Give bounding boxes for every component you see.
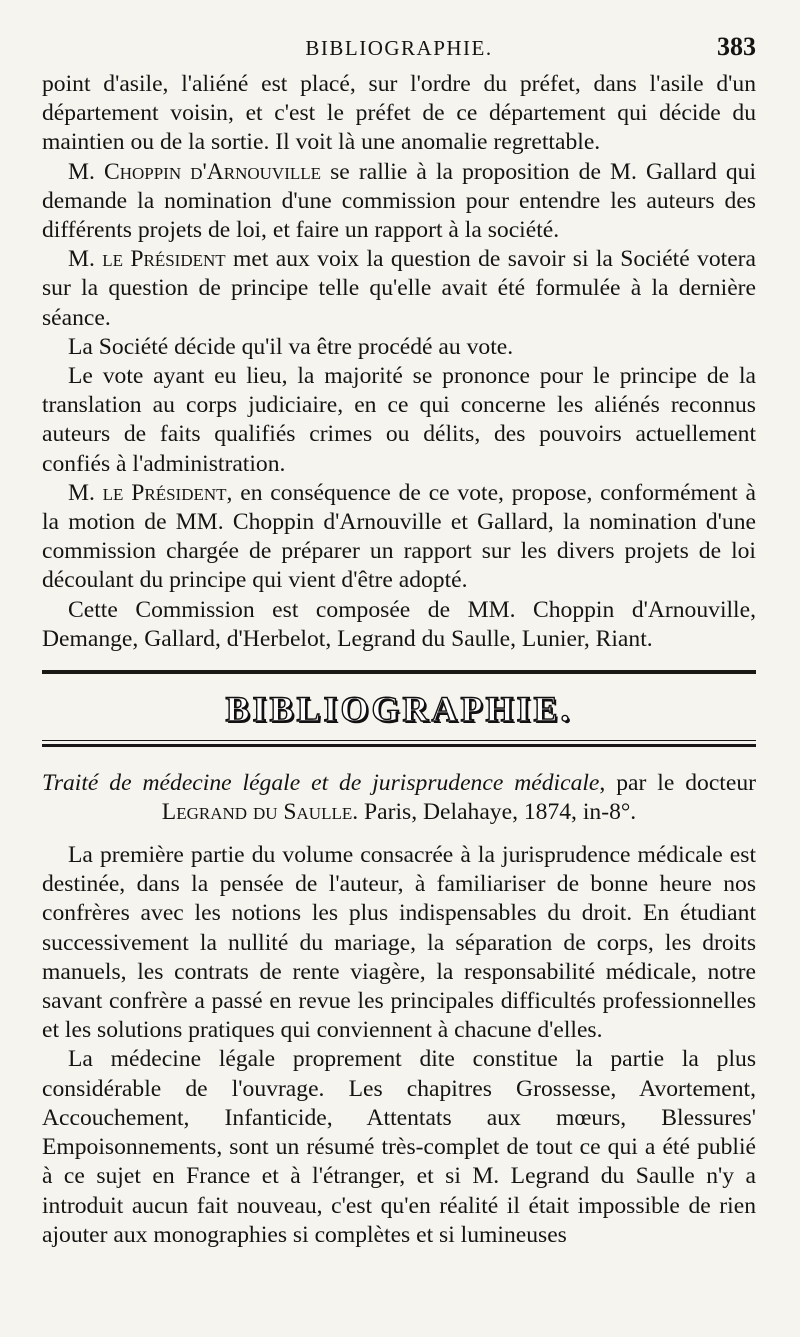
book-title: Traité de médecine légale et de jurisprudence médicale <box>42 770 600 797</box>
paragraph <box>42 245 756 333</box>
section-rule-bottom <box>42 740 756 747</box>
paragraph-text: La Société décide qu'il va être procédé au vote. <box>68 333 514 360</box>
paragraph-text: se rallie à la proposition de M. Gallard qui demande la nomination d'une commission pour entendre les auteurs des différents projets de loi, et faire un rapport à la société. <box>42 158 757 244</box>
paragraph-text: La première partie du volume consacrée à la jurisprudence médicale est destinée, dans la pensée de l'auteur, à familiariser de bonne heure nos confrères avec les notions les plus indispensables du droit. En étudiant successivement la nullité du mariage, la séparation de corps, les droits manuels, les contrats de rente viagère, la responsabilité médicale, notre savant confrère a passé en revue les principales difficultés professionnelles et les solutions pratiques qui conviennent à chacune d'elles. <box>42 842 756 1044</box>
rule-line <box>42 744 756 747</box>
paragraph-text: point d'asile, l'aliéné est placé, sur l'ordre du préfet, dans l'asile d'un département voisin, et c'est le préfet de ce département qui décide du maintien ou de la sortie. Il voit là une anomalie regrettable. <box>42 71 756 156</box>
review-body <box>42 841 756 1250</box>
reference-line <box>42 769 756 798</box>
paragraph <box>42 841 756 1045</box>
paragraph-text: met aux voix la question de savoir si la Société votera sur la question de principe telle qu'elle avait été formulée à la dernière séance. <box>42 246 756 331</box>
speaker-name: M. le Président <box>68 246 226 273</box>
paragraph <box>42 479 756 596</box>
book-reference <box>42 769 756 827</box>
page-number: 383 <box>717 32 756 61</box>
running-head <box>42 30 756 70</box>
reference-line <box>42 798 756 827</box>
paragraph <box>42 158 756 246</box>
paragraph-text: Le vote ayant eu lieu, la majorité se prononce pour le principe de la translation au corps judiciaire, en ce qui concerne les aliénés reconnus auteurs de faits qualifiés crimes ou délits, des pouvoirs actuellement confiés à l'administration. <box>42 363 756 477</box>
session-minutes <box>42 70 756 654</box>
reference-by: , par le docteur <box>599 770 756 797</box>
book-publication: . Paris, Delahaye, 1874, in-8°. <box>352 799 637 826</box>
paragraph <box>42 1045 756 1249</box>
rule-line <box>42 740 756 741</box>
speaker-name: M. Choppin d'Arnouville <box>68 158 322 185</box>
running-title: BIBLIOGRAPHIE. <box>305 36 493 60</box>
speaker-name: M. le Président <box>68 479 227 506</box>
paragraph <box>42 70 756 158</box>
paragraph <box>42 333 756 362</box>
paragraph-text: , en conséquence de ce vote, propose, conformément à la motion de MM. Choppin d'Arnouville et Gallard, la nomination d'une commission chargée de préparer un rapport sur les divers projets de loi découlant du principe qui vient d'être adopté. <box>42 479 756 594</box>
section-heading: BIBLIOGRAPHIE. <box>225 689 573 730</box>
rule-line <box>42 671 756 674</box>
paragraph-text: Cette Commission est composée de MM. Choppin d'Arnouville, Demange, Gallard, d'Herbelot, Legrand du Saulle, Lunier, Riant. <box>42 596 756 652</box>
book-author: Legrand du Saulle <box>161 799 353 826</box>
section-rule-top <box>42 670 756 674</box>
paragraph <box>42 596 756 654</box>
paragraph <box>42 362 756 479</box>
paragraph-text: La médecine légale proprement dite constitue la partie la plus considérable de l'ouvrage. Les chapitres Grossesse, Avortement, Accouchement, Infanticide, Attentats aux mœurs, Blessures' Empoisonnements, sont un résumé très-complet de tout ce qui a été publié à ce sujet en France et à l'étranger, et si M. Legrand du Saulle n'y a introduit aucun fait nouveau, c'est qu'en réalité il était impossible de rien ajouter aux monographies si complètes et si lumineuses <box>42 1046 756 1248</box>
